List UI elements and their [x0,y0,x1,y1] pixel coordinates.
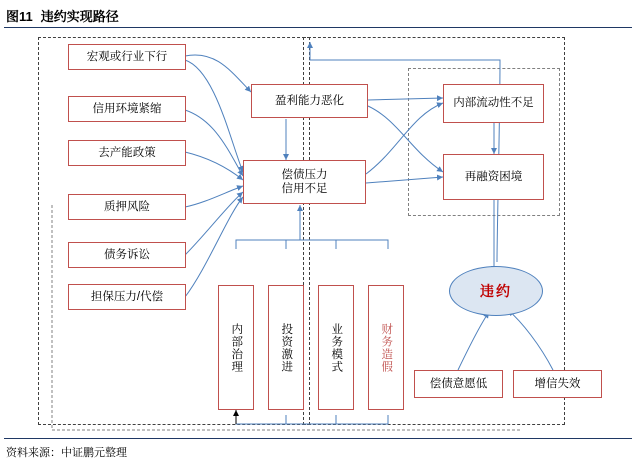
cause-label: 信用环境紧缩 [92,102,162,115]
bottom-label: 偿债意愿低 [429,377,488,390]
default-label: 违约 [480,283,512,299]
core-box-profit-deterioration [251,84,368,118]
cause-box-macro [68,44,186,70]
cause-label: 质押风险 [104,200,150,213]
cause-box-litigation [68,242,186,268]
cause-box-credit-env [68,96,186,122]
cause-box-guarantee [68,284,186,310]
core-label: 偿债压力 信用不足 [281,168,328,195]
figure-number: 图11 [6,9,33,24]
internal-factor-label: 投资激进 [280,322,293,373]
bottom-box-credit-enhancement-failure [513,370,602,398]
internal-factor-business-model [318,285,354,410]
internal-factor-investment [268,285,304,410]
bottom-label: 增信失效 [534,377,581,390]
internal-factor-label: 财务造假 [380,322,393,373]
core-label: 再融资困境 [464,170,523,183]
source-note: 资料来源：中证鹏元整理 [6,447,127,459]
core-box-internal-liquidity [443,84,544,123]
core-label: 盈利能力恶化 [275,94,344,107]
bottom-box-low-willingness [414,370,503,398]
cause-label: 宏观或行业下行 [86,50,168,63]
core-box-refinancing-difficulty [443,154,544,200]
core-label: 内部流动性不足 [453,97,534,110]
cause-label: 债务诉讼 [104,248,150,261]
cause-label: 担保压力/代偿 [90,290,164,303]
cause-box-capacity [68,140,186,166]
internal-factor-label: 业务模式 [330,322,343,373]
cause-box-pledge [68,194,186,220]
internal-factor-financial-fraud [368,285,404,410]
internal-factor-governance [218,285,254,410]
internal-factor-label: 内部治理 [230,322,243,373]
figure-title-text: 违约实现路径 [40,9,119,24]
cause-label: 去产能政策 [98,146,156,159]
default-node [449,266,543,316]
core-box-debt-pressure [243,160,366,204]
